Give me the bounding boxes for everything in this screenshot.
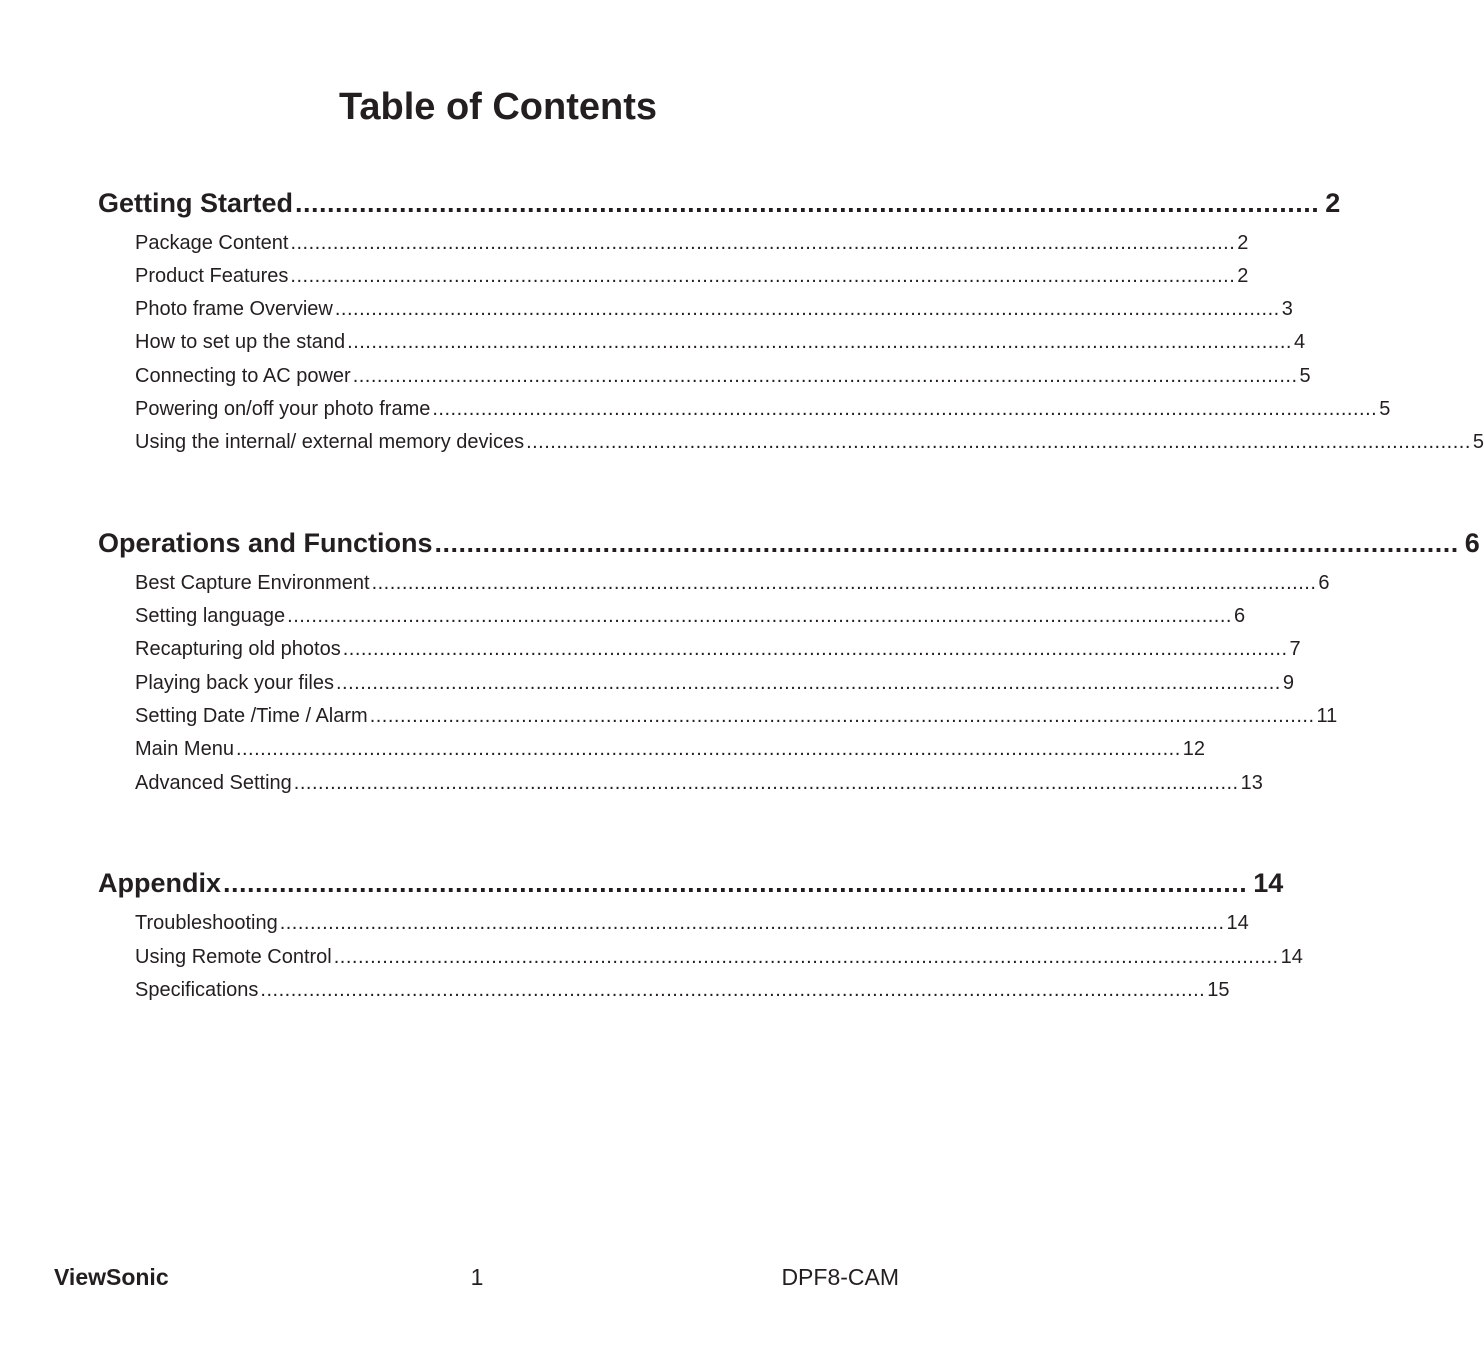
toc-entry-page: 6 [1233,605,1246,627]
toc-entry-label: Powering on/off your photo frame [135,398,431,420]
toc-entry-label: Package Content [135,232,289,254]
toc-entry-label: How to set up the stand [135,331,346,353]
dot-leader: ............................................................................................................................................................ [335,672,1281,694]
toc-entry-label: Troubleshooting [135,912,278,934]
toc-entry-label: Photo frame Overview [135,298,333,320]
dot-leader: ............................................................................................................................................................ [526,431,1471,453]
dot-leader: ............................................................................................................................................................ [290,265,1236,287]
dot-leader: ............................................................................................................................................................ [293,772,1239,794]
footer-model: DPF8-CAM [781,1264,899,1290]
toc-heading-label: Appendix [98,868,222,898]
toc-entry-page: 3 [1281,298,1293,320]
toc-entry-label: Specifications [135,979,259,1001]
toc-entry[interactable] [135,363,1311,389]
dot-leader: ............................................................................................................................................................ [369,705,1315,727]
toc-heading-getting-started[interactable] [98,186,1341,220]
toc-entry-label: Playing back your files [135,672,334,694]
toc-entry[interactable] [135,570,1330,596]
toc-entry-label: Setting Date /Time / Alarm [135,705,368,727]
toc-entry-label: Best Capture Environment [135,572,370,594]
toc-entry[interactable] [135,396,1391,422]
dot-leader: ............................................................................................................................................................ [279,912,1225,934]
toc-entry[interactable] [135,977,1230,1003]
toc-entry[interactable] [135,770,1263,796]
toc-entry-label: Using Remote Control [135,946,332,968]
toc-heading-label: Operations and Functions [98,528,433,558]
toc-entry-page: 4 [1293,331,1306,353]
dot-leader: ............................................................................................................................................................ [290,232,1236,254]
toc-entry-label: Connecting to AC power [135,365,351,387]
toc-entry-page: 14 [1226,912,1249,934]
toc-entry-label: Main Menu [135,738,234,760]
toc-entry-page: 5 [1299,365,1311,387]
toc-entry-page: 9 [1282,672,1294,694]
toc-entry-page: 11 [1316,705,1338,727]
dot-leader: ............................................................................................................................................................ [334,298,1280,320]
toc-entry-page: 14 [1280,946,1303,968]
toc-entry-page: 5 [1379,398,1391,420]
toc-entry-label: Product Features [135,265,289,287]
dot-leader: ................................................................................................................................ [223,868,1248,898]
toc-entry[interactable] [135,703,1338,729]
dot-leader: ............................................................................................................................................................ [235,738,1181,760]
toc-heading-label: Getting Started [98,188,294,218]
toc-entry-page: 13 [1240,772,1263,794]
toc-entry-label: Setting language [135,605,286,627]
dot-leader: ................................................................................................................................ [434,528,1459,558]
toc-entry[interactable] [135,263,1249,289]
toc-entry[interactable] [135,910,1249,936]
dot-leader: ............................................................................................................................................................ [260,979,1206,1001]
toc-entry-label: Advanced Setting [135,772,292,794]
toc-entry-page: 5 [1472,431,1484,453]
footer-page-number: 1 [470,1264,484,1290]
toc-entry[interactable] [135,429,1484,455]
toc-heading-page: 14 [1253,868,1284,898]
toc-heading-page: 2 [1325,188,1341,218]
toc-entry[interactable] [135,329,1306,355]
page-title: Table of Contents [338,86,658,128]
toc-entry-page: 2 [1237,265,1249,287]
footer-brand: ViewSonic [54,1264,169,1290]
dot-leader: ............................................................................................................................................................ [342,638,1288,660]
toc-entry-page: 6 [1318,572,1330,594]
toc-entry[interactable] [135,296,1293,322]
toc-heading-appendix[interactable] [98,866,1284,900]
toc-heading-operations-and-functions[interactable] [98,526,1480,560]
dot-leader: ............................................................................................................................................................ [352,365,1298,387]
dot-leader: ............................................................................................................................................................ [371,572,1317,594]
toc-entry[interactable] [135,736,1206,762]
toc-entry[interactable] [135,603,1246,629]
toc-entry-page: 12 [1182,738,1206,760]
toc-entry-label: Using the internal/ external memory devices [135,431,525,453]
toc-entry[interactable] [135,636,1301,662]
toc-entry[interactable] [135,670,1294,696]
dot-leader: ................................................................................................................................ [295,188,1320,218]
dot-leader: ............................................................................................................................................................ [347,331,1292,353]
dot-leader: ............................................................................................................................................................ [287,605,1232,627]
toc-entry-page: 2 [1237,232,1249,254]
toc-entry[interactable] [135,944,1303,970]
toc-entry-page: 7 [1289,638,1301,660]
toc-entry[interactable] [135,230,1249,256]
dot-leader: ............................................................................................................................................................ [432,398,1378,420]
toc-entry-label: Recapturing old photos [135,638,341,660]
dot-leader: ............................................................................................................................................................ [333,946,1279,968]
toc-heading-page: 6 [1464,528,1480,558]
toc-entry-page: 15 [1207,979,1230,1001]
